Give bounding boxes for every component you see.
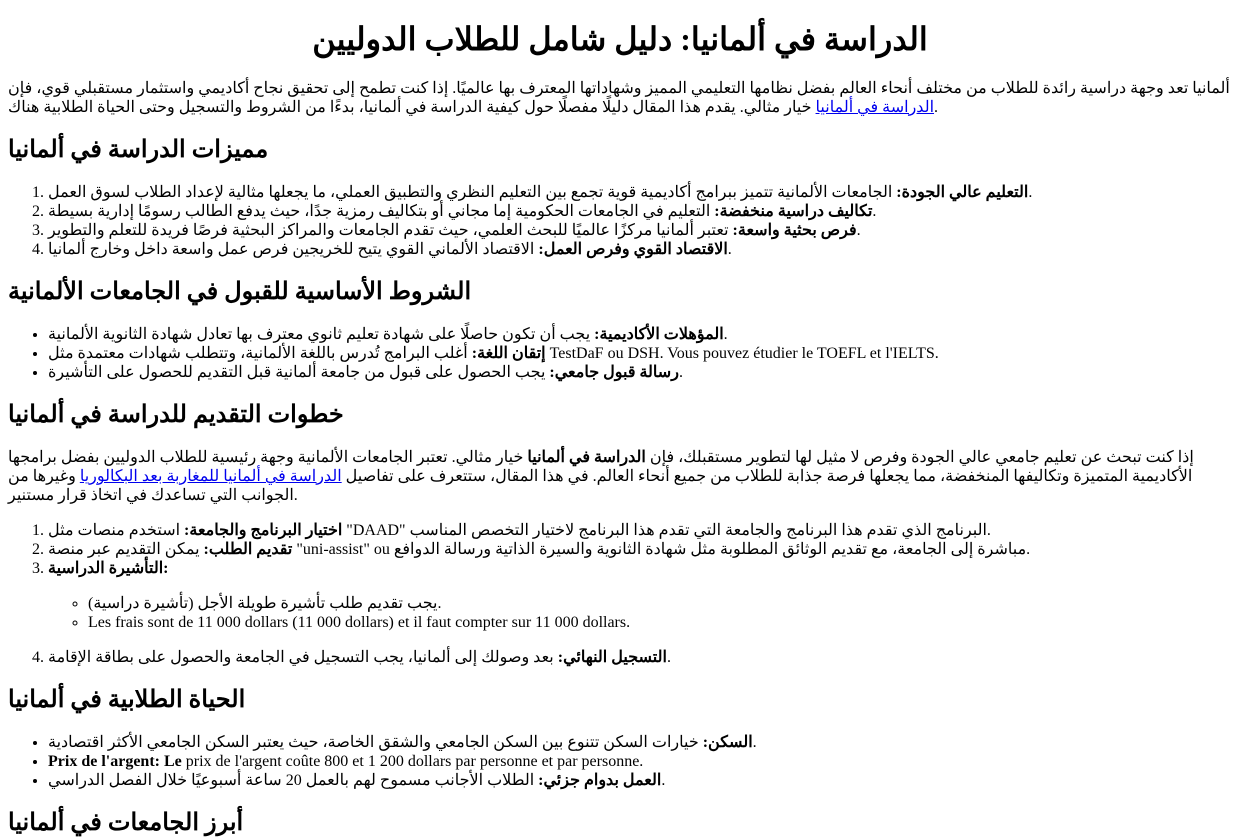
list-item (48, 183, 1232, 202)
intro-text-before: ألمانيا تعد وجهة دراسية رائدة للطلاب من مختلف أنحاء العالم بفضل نظامها التعليمي المميز وشهاداتها المعترف بها عالميًا. إذا كنت تطمح إلى تحقيق نجاح أكاديمي واستثمار مستقبلي قوي، فإن (8, 80, 1230, 97)
item-label: التأشيرة الدراسية: (48, 560, 169, 577)
list-item (48, 202, 1232, 221)
sub-list-item: ◦ Les frais sont de 11 000 dollars (11 000 dollars) et il faut compter sur 11 000 dollars. (88, 613, 1232, 632)
list-item (48, 344, 1232, 363)
list-item (48, 648, 1232, 667)
item-label: السكن: (702, 734, 753, 751)
item-label: العمل بدوام جزئي: (538, 772, 662, 789)
item-label: المؤهلات الأكاديمية: (594, 326, 724, 343)
item-label: إتقان اللغة: (471, 345, 546, 362)
student-life-heading: الحياة الطلابية في ألمانيا (8, 687, 246, 713)
item-text: تعتبر ألمانيا مركزًا عالميًا للبحث العلمي، حيث تقدم الجامعات والمراكز البحثية فرصًا فريدة للتعلم والتطوير. (48, 222, 861, 239)
list-item (48, 733, 1232, 752)
list-item (48, 363, 1232, 382)
item-text: خيارات السكن تتنوع بين السكن الجامعي والشقق الخاصة، حيث يعتبر السكن الجامعي الأكثر اقتصادية. (48, 734, 757, 751)
list-item (48, 540, 1232, 559)
student-life-list (8, 733, 1232, 790)
visa-sublist (48, 594, 1232, 632)
steps-text-1: إذا كنت تبحث عن تعليم جامعي عالي الجودة وفرص لا مثيل لها لتطوير مستقبلك، فإن (645, 449, 1194, 466)
item-text: يجب أن تكون حاصلًا على شهادة تعليم ثانوي معترف بها تعادل شهادة الثانوية الألمانية. (48, 326, 728, 343)
item-text: الطلاب الأجانب مسموح لهم بالعمل 20 ساعة أسبوعيًا خلال الفصل الدراسي. (48, 772, 666, 789)
item-label: رسالة قبول جامعي: (549, 364, 679, 381)
list-item (48, 752, 1232, 771)
page-title: الدراسة في ألمانيا: دليل شامل للطلاب الدوليين (312, 21, 928, 57)
item-text: يجب الحصول على قبول من جامعة ألمانية قبل التقديم للحصول على التأشيرة. (48, 364, 683, 381)
list-item (48, 240, 1232, 259)
item-label: التعليم عالي الجودة: (896, 184, 1029, 201)
sub-list-item: ◦ يجب تقديم طلب تأشيرة طويلة الأجل (تأشيرة دراسية). (88, 594, 1232, 613)
item-label: اختيار البرنامج والجامعة: (184, 522, 343, 539)
item-label: Prix de l'argent: Le (48, 753, 182, 770)
steps-list (8, 521, 1232, 667)
item-text: بعد وصولك إلى ألمانيا، يجب التسجيل في الجامعة والحصول على بطاقة الإقامة. (48, 649, 671, 666)
requirements-list (8, 325, 1232, 382)
item-text: أغلب البرامج تُدرس باللغة الألمانية، وتتطلب شهادات معتمدة مثل TestDaF ou DSH. Vous pouvez étudier le TOEFL et l'IELTS. (48, 345, 939, 362)
item-text: الجامعات الألمانية تتميز ببرامج أكاديمية قوية تجمع بين التعليم النظري والتطبيق العملي، ما يجعلها مثالية لإعداد الطلاب لسوق العمل. (48, 184, 1033, 201)
universities-heading: أبرز الجامعات في ألمانيا (8, 810, 244, 836)
features-list (8, 183, 1232, 259)
intro-text-after: خيار مثالي. يقدم هذا المقال دليلًا مفصلًا حول كيفية الدراسة في ألمانيا، بدءًا من الشروط والتسجيل وحتى الحياة الطلابية هناك. (8, 99, 939, 116)
item-text: استخدم منصات مثل "DAAD" البرنامج الذي تقدم هذا البرنامج والجامعة التي تقدم هذا البرنامج لاختيار التخصص المناسب. (48, 522, 991, 539)
article (8, 21, 1232, 837)
list-item (48, 521, 1232, 540)
intro-link[interactable]: الدراسة في ألمانيا (815, 99, 935, 116)
list-item (48, 221, 1232, 240)
steps-text-3: وغيرها من الجوانب التي تساعدك في اتخاذ قرار مستنير. (8, 468, 298, 504)
item-label: الاقتصاد القوي وفرص العمل: (538, 241, 728, 258)
steps-heading: خطوات التقديم للدراسة في ألمانيا (8, 402, 344, 428)
item-label: التسجيل النهائي: (557, 649, 667, 666)
item-text: التعليم في الجامعات الحكومية إما مجاني أو بتكاليف رمزية جدًا، حيث يدفع الطالب رسومًا إدارية بسيطة. (48, 203, 877, 220)
steps-paragraph (8, 448, 1232, 505)
item-label: تكاليف دراسية منخفضة: (714, 203, 873, 220)
item-label: فرص بحثية واسعة: (732, 222, 857, 239)
features-heading: مميزات الدراسة في ألمانيا (8, 137, 269, 163)
item-label: تقديم الطلب: (203, 541, 293, 558)
intro-paragraph (8, 79, 1232, 117)
steps-bold: الدراسة في ألمانيا (527, 449, 646, 466)
item-text: الاقتصاد الألماني القوي يتيح للخريجين فرص عمل واسعة داخل وخارج ألمانيا. (48, 241, 732, 258)
requirements-heading: الشروط الأساسية للقبول في الجامعات الألمانية (8, 279, 472, 305)
list-item (48, 559, 1232, 632)
steps-link[interactable]: الدراسة في ألمانيا للمغاربة بعد البكالوريا (79, 468, 342, 485)
list-item (48, 771, 1232, 790)
list-item (48, 325, 1232, 344)
item-text: prix de l'argent coûte 800 et 1 200 dollars par personne et par personne. (181, 753, 644, 770)
item-text: يمكن التقديم عبر منصة "uni-assist" ou مباشرة إلى الجامعة، مع تقديم الوثائق المطلوبة مثل شهادة الثانوية والسيرة الذاتية ورسالة الدوافع. (48, 541, 1031, 558)
steps-text-2: خيار مثالي. تعتبر الجامعات الألمانية وجهة رئيسية للطلاب الدوليين بفضل برامجها الأكاديمية المتميزة وتكاليفها المنخفضة، مما يجعلها فرصة جذابة للطلاب من جميع أنحاء العالم. في هذا المقال، ستتعرف على تفاصيل (8, 449, 1193, 485)
